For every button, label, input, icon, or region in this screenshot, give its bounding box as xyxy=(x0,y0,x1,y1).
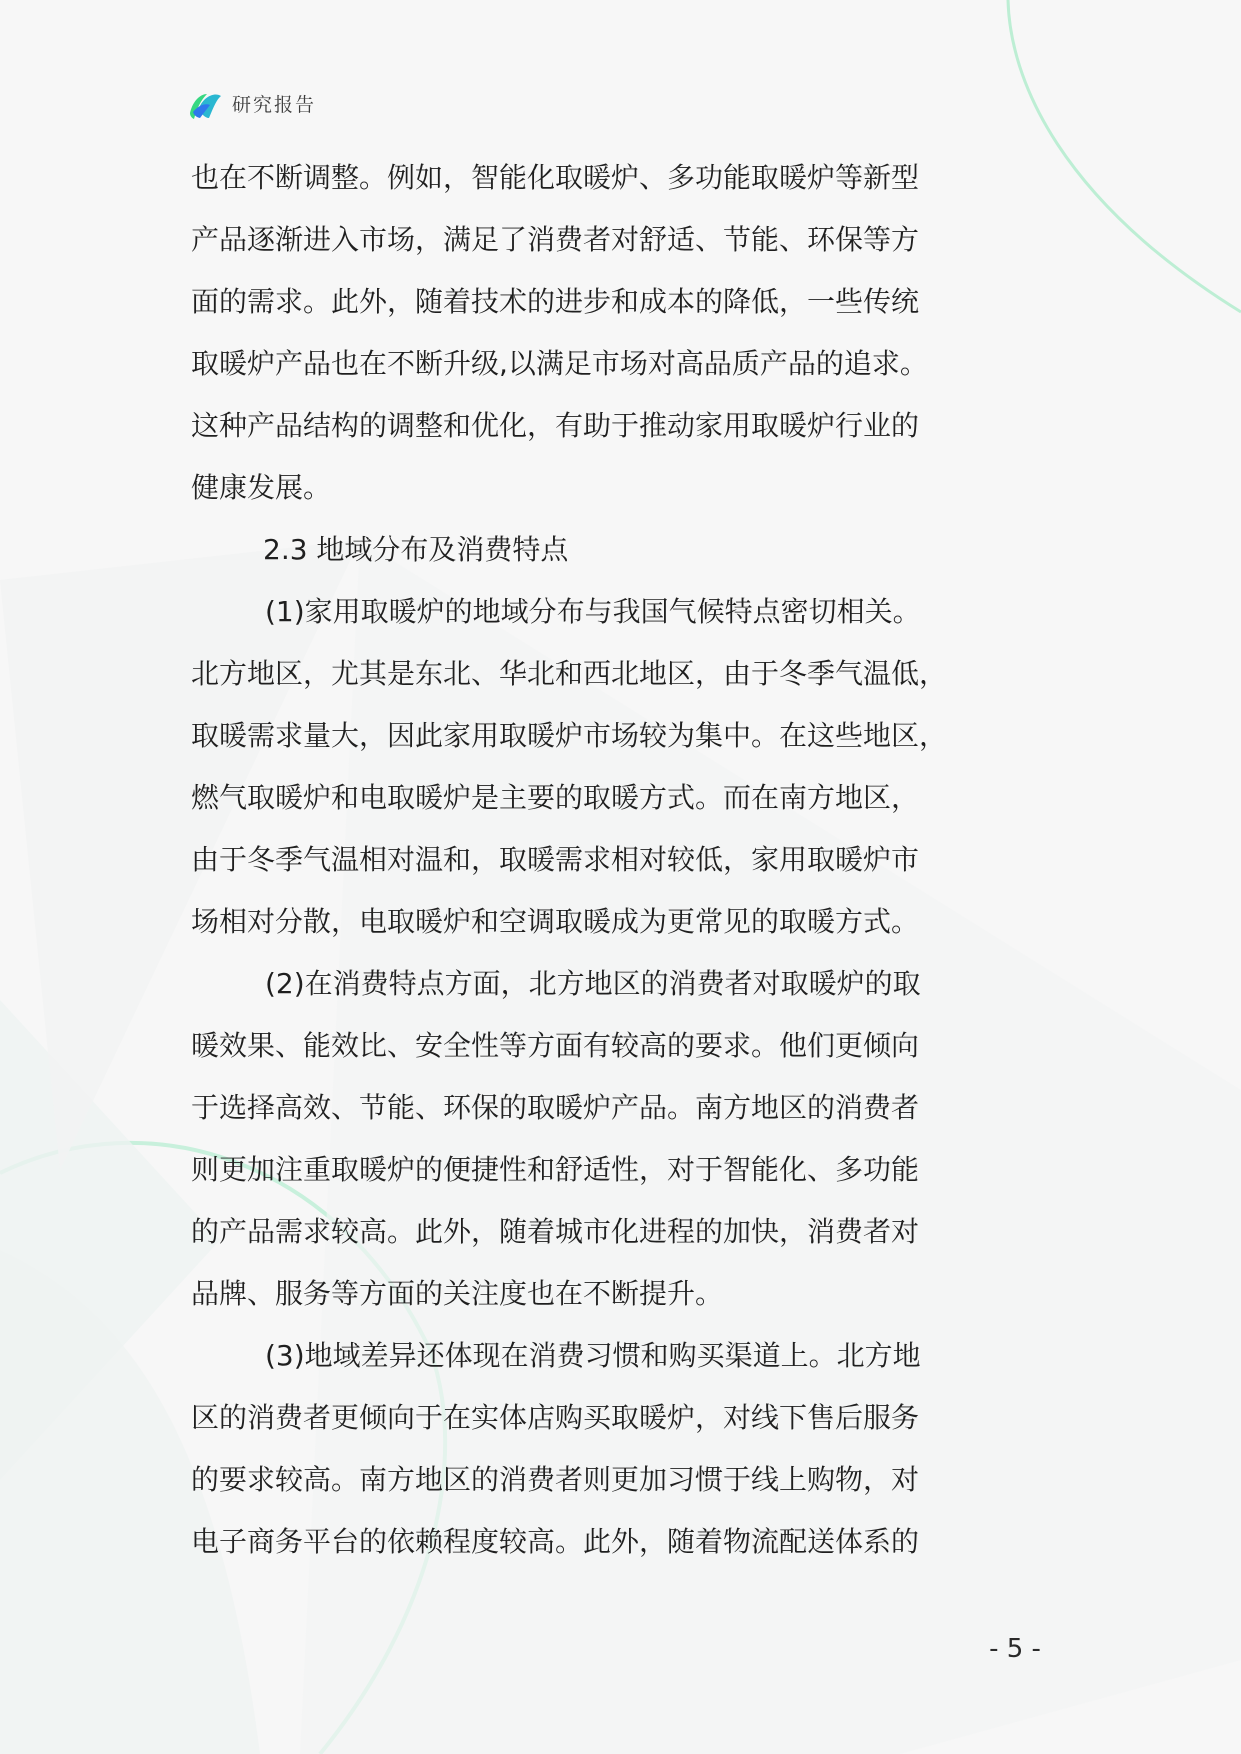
paragraph-line: 由于冬季气温相对温和，取暖需求相对较低，家用取暖炉市 xyxy=(191,843,920,876)
paragraph-line: 区的消费者更倾向于在实体店购买取暖炉，对线下售后服务 xyxy=(191,1401,920,1434)
paragraph-line: 也在不断调整。例如，智能化取暖炉、多功能取暖炉等新型 xyxy=(191,161,920,194)
paragraph-line: 产品逐渐进入市场，满足了消费者对舒适、节能、环保等方 xyxy=(191,223,920,256)
paragraph-line: 取暖炉产品也在不断升级,以满足市场对高品质产品的追求。 xyxy=(191,347,928,380)
paragraph-line: 则更加注重取暖炉的便捷性和舒适性，对于智能化、多功能 xyxy=(191,1153,920,1186)
paragraph-line: 健康发展。 xyxy=(191,471,332,504)
paragraph-line: (2)在消费特点方面，北方地区的消费者对取暖炉的取 xyxy=(265,967,921,1000)
paragraph-line: 品牌、服务等方面的关注度也在不断提升。 xyxy=(191,1277,724,1310)
paragraph-line: 取暖需求量大，因此家用取暖炉市场较为集中。在这些地区， xyxy=(191,719,948,752)
paragraph-line: 场相对分散，电取暖炉和空调取暖成为更常见的取暖方式。 xyxy=(191,905,920,938)
paragraph-line: 燃气取暖炉和电取暖炉是主要的取暖方式。而在南方地区， xyxy=(191,781,920,814)
report-type-title: 研究报告 xyxy=(232,93,317,116)
paragraph-line: 的要求较高。南方地区的消费者则更加习惯于线上购物，对 xyxy=(191,1463,920,1496)
paragraph-line: 这种产品结构的调整和优化，有助于推动家用取暖炉行业的 xyxy=(191,409,920,442)
paragraph-line: 面的需求。此外，随着技术的进步和成本的降低，一些传统 xyxy=(191,285,920,318)
paragraph-line: 电子商务平台的依赖程度较高。此外，随着物流配送体系的 xyxy=(191,1525,920,1558)
logo-icon xyxy=(186,88,224,122)
paragraph-line: 北方地区，尤其是东北、华北和西北地区，由于冬季气温低， xyxy=(191,657,948,690)
paragraph-line: (1)家用取暖炉的地域分布与我国气候特点密切相关。 xyxy=(265,595,921,628)
paragraph-line: 于选择高效、节能、环保的取暖炉产品。南方地区的消费者 xyxy=(191,1091,920,1124)
paragraph-line: 的产品需求较高。此外，随着城市化进程的加快，消费者对 xyxy=(191,1215,920,1248)
section-heading: 2.3 地域分布及消费特点 xyxy=(263,533,569,566)
paragraph-line: (3)地域差异还体现在消费习惯和购买渠道上。北方地 xyxy=(265,1339,921,1372)
paragraph-line: 暖效果、能效比、安全性等方面有较高的要求。他们更倾向 xyxy=(191,1029,920,1062)
page-number: - 5 - xyxy=(989,1634,1041,1664)
report-header xyxy=(186,88,316,122)
